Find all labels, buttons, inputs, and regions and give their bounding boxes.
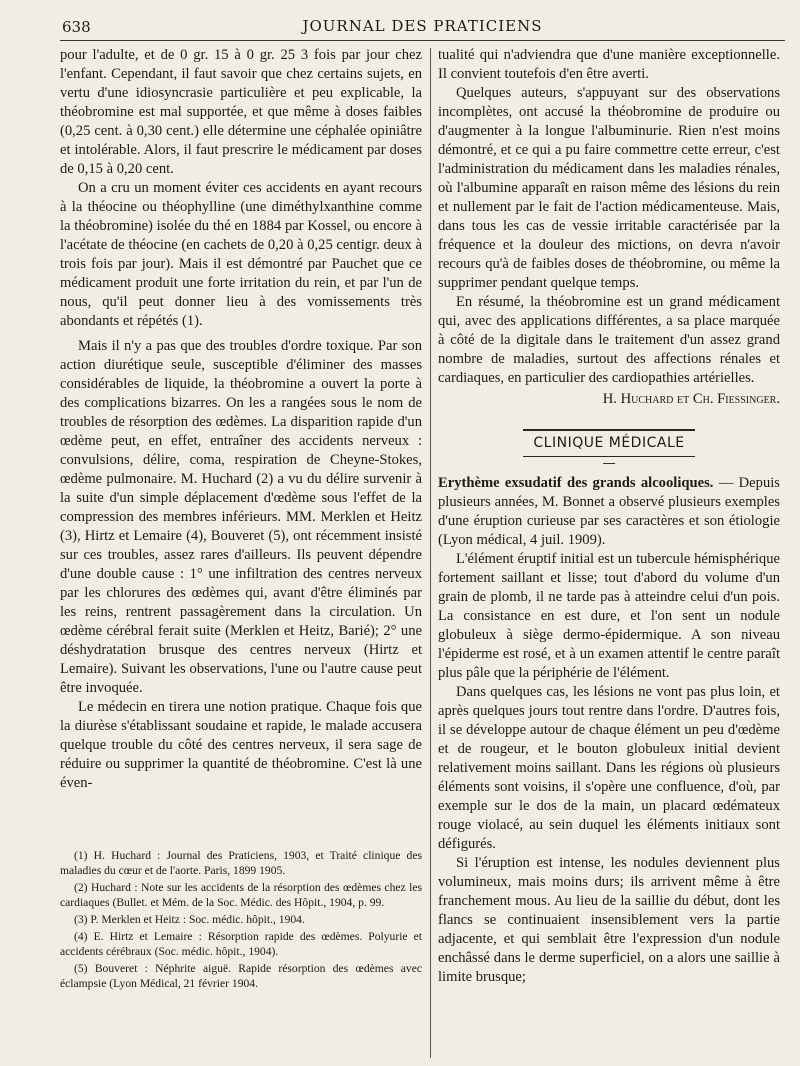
- paragraph: En résumé, la théobromine est un grand médicament qui, avec des applications différentes, a sa place marquée à côté de la digitale dans le traitement d'un assez grand nombre de maladies, surtout des affections rénales et cardiaques, en particulier des cardiopathies artérielles.: [438, 294, 780, 386]
- footnote: (1) H. Huchard : Journal des Praticiens, 1903, et Traité clinique des maladies du cœur et de l'aorte. Paris, 1899 1905.: [60, 849, 422, 877]
- paragraph: L'élément éruptif initial est un tubercule hémisphérique fortement saillant et lisse; tout d'abord du volume d'un grain de plomb, il ne tarde pas à atteindre celui d'un pois. La consistance en est dure, et l'on sent un nodule globuleux à siège dermo-épidermique. A son niveau l'épiderme est rosé, et à un examen attentif le centre paraît plus pâle que la périphérie de l'élément.: [438, 551, 780, 681]
- section-divider: [603, 463, 615, 464]
- paragraph: pour l'adulte, et de 0 gr. 15 à 0 gr. 25 3 fois par jour chez l'enfant. Cependant, il faut savoir que chez certains sujets, en vertu d'une idiosyncrasie particulière et peu explicable, la théobromine est mal supportée, et que même à doses faibles (0,25 cent. à 0,30 cent.) elle détermine une céphalée opiniâtre et intolérable. Alors, il faut prescrire le médicament par doses de 0,15 à 0,20 cent.: [60, 47, 422, 177]
- article-intro: — Depuis plusieurs années, M. Bonnet a observé plusieurs exemples d'une éruption curieuse par ses caractères et son étiologie (Lyon médical, 4 juil. 1909).: [438, 475, 780, 548]
- column-divider: [430, 48, 431, 1058]
- paragraph: Mais il n'y a pas que des troubles d'ordre toxique. Par son action diurétique seule, susceptible d'éliminer des masses considérables de liquide, la théobromine a ouvert la porte à des complications bizarres. On les a rangées sous le nom de troubles de résorption des œdèmes. La disparition rapide d'un œdème peut, en effet, entraîner des accidents nerveux : convulsions, délire, coma, respiration de Cheyne-Stokes, œdème pulmonaire. M. Huchard (2) a vu du délire survenir à la suite d'un simple déplacement d'œdème sous l'effet de la compression des membres inférieurs. MM. Merklen et Heitz (3), Hirtz et Lemaire (4), Bouveret (5), ont récemment insisté sur ces troubles, assez rares d'ailleurs. Ils peuvent dépendre d'une double cause : 1° une infiltration des centres nerveux par les chlorures des œdèmes qui, avant d'être éliminés par les reins, rentrent passagèrement dans la circulation. Un œdème cérébral ferait suite (Merklen et Heitz, Barié); 2° une déshydratation brusque des centres nerveux (Hirtz et Lemaire). Suivant les observations, l'une ou l'autre cause peut être invoquée.: [60, 338, 422, 696]
- footnotes: [60, 848, 422, 993]
- footnote: (5) Bouveret : Néphrite aiguë. Rapide résorption des œdèmes avec éclampsie (Lyon Médical, 21 février 1904.: [60, 962, 422, 990]
- paragraph: Quelques auteurs, s'appuyant sur des observations incomplètes, ont accusé la théobromine de produire ou d'augmenter à la longue l'albuminurie. Rien n'est moins démontré, et ce qui a pu faire commettre cette erreur, c'est l'administration du médicament dans les maladies rénales, où l'albumine apparaît en raison même des lésions du rein et nullement par le fait de l'action médicamenteuse. Mais, dans tous les cas de vessie irritable caractérisée par la fréquence et la douleur des mictions, on devra n'avoir recours qu'à de faibles doses de théobromine, ou même la supprimer pendant quelque temps.: [438, 85, 780, 291]
- section-heading: CLINIQUE MÉDICALE: [523, 429, 695, 457]
- article-lead: [438, 474, 780, 550]
- signature: H. Huchard et Ch. Fiessinger.: [602, 391, 780, 407]
- paragraph: tualité qui n'adviendra que d'une manière exceptionnelle. Il convient toutefois d'en être averti.: [438, 47, 780, 82]
- left-column: [60, 46, 422, 793]
- journal-title: JOURNAL DES PRATICIENS: [302, 17, 543, 35]
- footnote: (3) P. Merklen et Heitz : Soc. médic. hôpit., 1904.: [74, 913, 305, 926]
- right-column: [438, 46, 780, 987]
- page-header: [60, 14, 785, 41]
- footnote: (4) E. Hirtz et Lemaire : Résorption rapide des œdèmes. Polyurie et accidents cérébraux (Soc. médic. hôpit., 1904).: [60, 930, 422, 958]
- footnote: (2) Huchard : Note sur les accidents de la résorption des œdèmes chez les cardiaques (Bullet. et Mém. de la Soc. Médic. des Hôpit., 1904, p. 99.: [60, 881, 422, 909]
- paragraph: Dans quelques cas, les lésions ne vont pas plus loin, et après quelques jours tout rentre dans l'ordre. D'autres fois, il se développe autour de chaque élément un peu d'œdème et de rougeur, et le bouton globuleux initial devient relativement moins saillant. Dans les régions où plusieurs éléments sont voisins, il s'opère une confluence, d'où, par exemple sur le dos de la main, un placard œdémateux rouge violacé, au sein duquel les éléments initiaux sont défigurés.: [438, 684, 780, 852]
- paragraph: Le médecin en tirera une notion pratique. Chaque fois que la diurèse s'établissant soudaine et rapide, le malade accusera quelque trouble du côté des centres nerveux, il sera sage de réduire ou supprimer la quantité de théobromine. C'est là une éven-: [60, 699, 422, 791]
- page-number: 638: [62, 18, 91, 36]
- article-title: Erythème exsudatif des grands alcooliques.: [438, 475, 714, 491]
- paragraph: Si l'éruption est intense, les nodules deviennent plus volumineux, mais moins durs; ils arrivent même à être franchement mous. Au lieu de la saillie du début, dont les flancs se continuaient insensiblement vers la partie adjacente, et qui semblait être l'expression d'un nodule enchâssé dans le derme superficiel, on a alors une saillie à limite brusque;: [438, 855, 780, 985]
- paragraph: On a cru un moment éviter ces accidents en ayant recours à la théocine ou théophylline (une diméthylxanthine comme la théobromine) isolée du thé en 1884 par Kossel, ou encore à l'acétate de théocine (en cachets de 0,20 à 0,25 centigr. deux à trois fois par jour). Mais il est démontré par Pauchet que ce médicament produit une forte irritation du rein, et par l'un de nous, qu'il peut donner lieu à des vomissements très abondants et répétés (1).: [60, 180, 422, 329]
